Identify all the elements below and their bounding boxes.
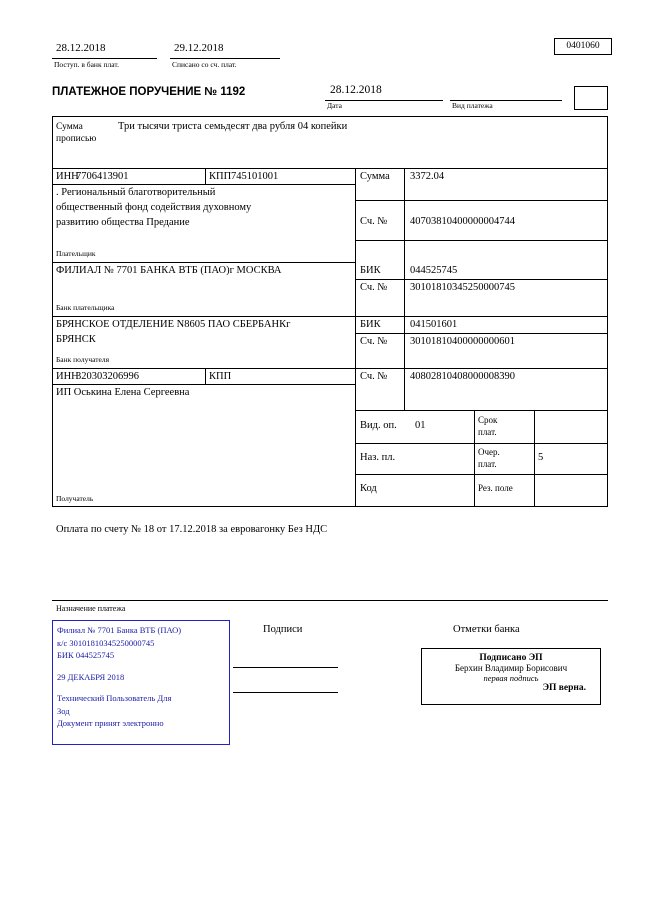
- grid-line: [355, 279, 607, 280]
- stamp-line-7: Документ принят электронно: [57, 718, 164, 728]
- payee-bank-caption: Банк получателя: [56, 355, 110, 364]
- grid-line: [52, 262, 355, 263]
- signatures-label: Подписи: [263, 624, 303, 635]
- grid-line: [52, 506, 608, 507]
- grid-line: [607, 116, 608, 506]
- grid-line: [355, 474, 607, 475]
- date-in-bank-value: 28.12.2018: [56, 42, 106, 54]
- stamp-line-2: к/с 30101810345250000745: [57, 637, 155, 648]
- payer-bank-caption: Банк плательщика: [56, 303, 115, 312]
- payer-account-label: Сч. №: [360, 216, 388, 227]
- grid-line: [52, 368, 355, 369]
- bank-electronic-stamp: [52, 620, 230, 745]
- date-written-off-underline: [170, 58, 280, 59]
- payment-purpose-caption: Назначение платежа: [56, 604, 126, 613]
- order-value: 5: [538, 452, 544, 463]
- grid-line: [355, 333, 607, 334]
- payer-bank-name: ФИЛИАЛ № 7701 БАНКА ВТБ (ПАО)г МОСКВА: [56, 265, 282, 276]
- ep-sign-kind: первая подпись: [483, 673, 539, 683]
- payee-bank-account-label: Сч. №: [360, 336, 388, 347]
- grid-line: [355, 368, 607, 369]
- payee-bank-bik-label: БИК: [360, 319, 381, 330]
- payer-kpp-value: 745101001: [231, 171, 279, 182]
- date-in-bank-underline: [52, 58, 157, 59]
- grid-line: [534, 410, 535, 506]
- document-date-caption: Дата: [327, 101, 342, 110]
- payer-inn-value: 7706413901: [76, 171, 129, 182]
- payment-type-caption: Вид платежа: [452, 101, 493, 110]
- code-label: Код: [360, 483, 377, 494]
- payer-kpp-label: КПП: [209, 171, 232, 182]
- grid-line: [355, 168, 356, 506]
- stamp-line-1: Филиал № 7701 Банка ВТБ (ПАО): [57, 625, 182, 635]
- term-label-1: Срок: [478, 415, 498, 425]
- grid-line: [52, 384, 355, 385]
- grid-line: [355, 200, 607, 201]
- order-label-2: плат.: [478, 459, 497, 469]
- grid-line: [404, 168, 405, 410]
- payee-inn-label: ИНН: [56, 371, 79, 382]
- payer-bank-account-label: Сч. №: [360, 282, 388, 293]
- grid-line: [355, 316, 607, 317]
- payer-bank-bik-value: 044525745: [410, 265, 458, 276]
- ep-name: Берхин Владимир Борисович: [454, 663, 568, 673]
- purpose-code-label: Наз. пл.: [360, 452, 396, 463]
- grid-line: [52, 116, 53, 506]
- grid-line: [52, 168, 608, 169]
- amount-words-label-2: прописью: [56, 134, 97, 144]
- payer-inn-label: ИНН: [56, 171, 79, 182]
- grid-line: [205, 168, 206, 184]
- stamp-line-4: 29 ДЕКАБРЯ 2018: [57, 671, 125, 682]
- grid-line: [474, 410, 475, 506]
- payee-name: ИП Оськина Елена Сергеевна: [56, 387, 190, 398]
- grid-line: [52, 116, 608, 117]
- reserve-label: Рез. поле: [478, 483, 513, 493]
- signature-line-1: [233, 667, 338, 668]
- grid-line: [355, 240, 607, 241]
- sum-label: Сумма: [360, 171, 390, 182]
- payment-purpose-text: Оплата по счету № 18 от 17.12.2018 за евровагонку Без НДС: [56, 524, 328, 535]
- payer-name-line-1: . Региональный благотворительный: [56, 187, 216, 198]
- payee-bank-name-line-2: БРЯНСК: [56, 334, 96, 345]
- stamp-line-5: Технический Пользователь Для: [57, 693, 172, 703]
- document-date-underline: [325, 100, 443, 101]
- payer-bank-account-value: 30101810345250000745: [410, 282, 515, 293]
- payee-account-value: 40802810408000008390: [410, 371, 515, 382]
- stamp-line-6: Зод: [57, 705, 70, 716]
- grid-line: [52, 184, 355, 185]
- operation-type-value: 01: [415, 420, 426, 431]
- grid-line: [205, 368, 206, 384]
- payer-name-line-3: развитию общества Предание: [56, 217, 190, 228]
- date-written-off-value: 29.12.2018: [174, 42, 224, 54]
- ep-valid: ЭП верна.: [542, 683, 586, 693]
- date-in-bank-caption: Поступ. в банк плат.: [54, 60, 119, 69]
- payee-bank-bik-value: 041501601: [410, 319, 458, 330]
- amount-words-value: Три тысячи триста семьдесят два рубля 04 копейки: [118, 121, 348, 132]
- payer-account-value: 40703810400000004744: [410, 216, 515, 227]
- term-label-2: плат.: [478, 427, 497, 437]
- payer-caption: Плательщик: [56, 249, 96, 258]
- payee-bank-account-value: 30101810400000000601: [410, 336, 515, 347]
- document-date-value: 28.12.2018: [330, 84, 382, 96]
- date-written-off-caption: Списано со сч. плат.: [172, 60, 237, 69]
- grid-line: [355, 443, 607, 444]
- payment-type-box: [574, 86, 608, 110]
- payee-caption: Получатель: [56, 494, 94, 503]
- electronic-signature-box: [421, 648, 601, 705]
- form-code-box: 0401060: [554, 38, 612, 55]
- payee-inn-value: 320303206996: [76, 371, 139, 382]
- payee-account-label: Сч. №: [360, 371, 388, 382]
- order-label-1: Очер.: [478, 447, 500, 457]
- sum-value: 3372.04: [410, 171, 445, 182]
- payee-kpp-label: КПП: [209, 371, 232, 382]
- page-title: ПЛАТЕЖНОЕ ПОРУЧЕНИЕ № 1192: [52, 86, 246, 98]
- grid-line: [355, 410, 607, 411]
- grid-line: [52, 316, 355, 317]
- payment-purpose-underline: [52, 600, 608, 601]
- payer-name-line-2: общественный фонд содействия духовному: [56, 202, 252, 213]
- amount-words-label-1: Сумма: [56, 122, 83, 132]
- bank-marks-label: Отметки банка: [453, 624, 520, 635]
- payee-bank-name-line-1: БРЯНСКОЕ ОТДЕЛЕНИЕ N8605 ПАО СБЕРБАНКг: [56, 319, 291, 330]
- payer-bank-bik-label: БИК: [360, 265, 381, 276]
- signature-line-2: [233, 692, 338, 693]
- stamp-line-3: БИК 044525745: [57, 650, 115, 660]
- ep-title: Подписано ЭП: [479, 653, 543, 663]
- operation-type-label: Вид. оп.: [360, 420, 397, 431]
